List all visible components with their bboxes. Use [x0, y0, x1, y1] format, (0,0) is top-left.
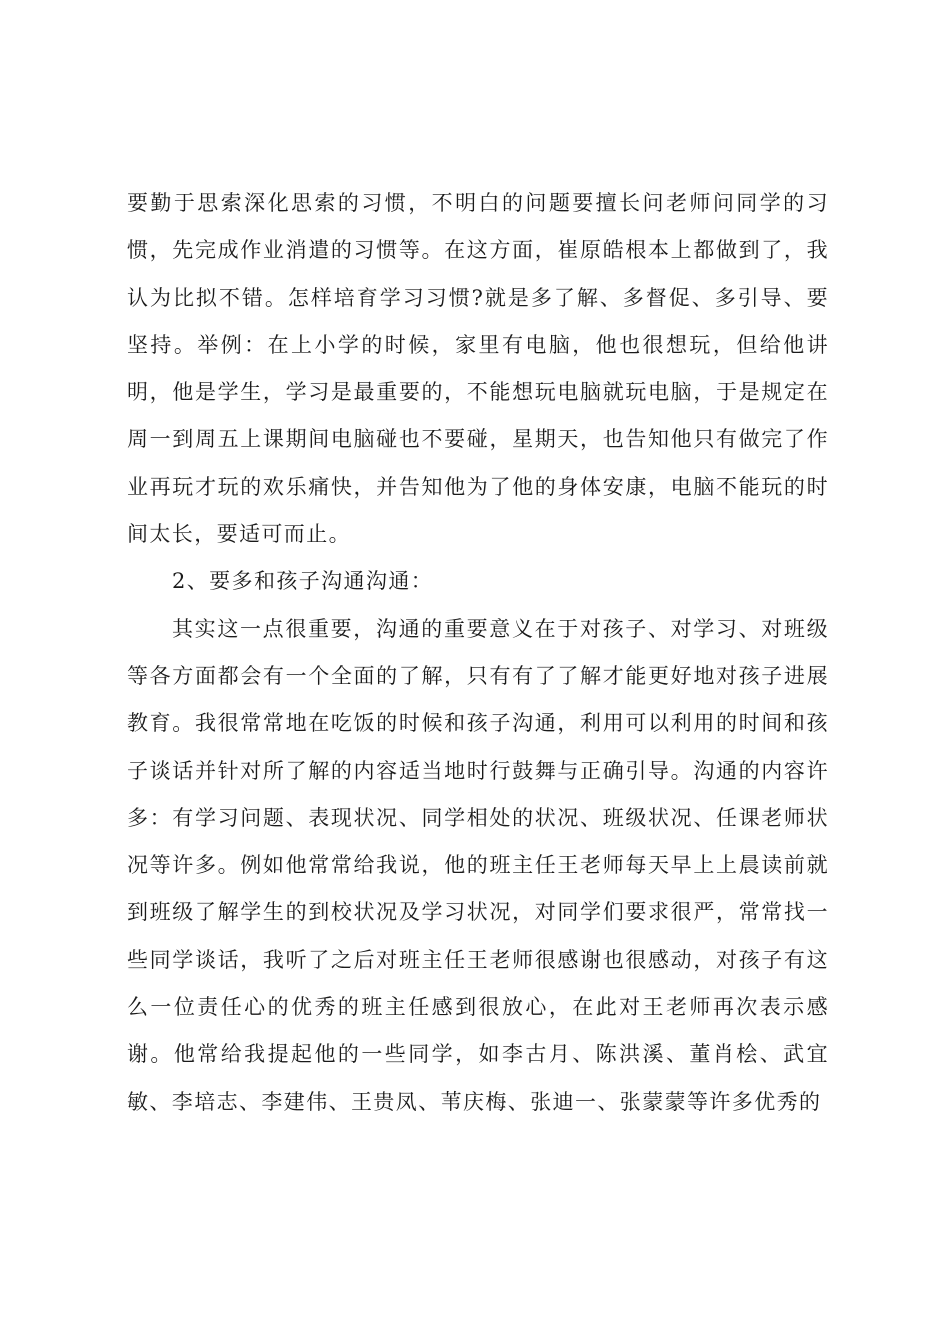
section-heading-communication: 2、要多和孩子沟通沟通：: [172, 569, 434, 594]
document-body: [127, 180, 829, 1126]
paragraph-communication: 其实这一点很重要，沟通的重要意义在于对孩子、对学习、对班级等各方面都会有一个全面的了解，只有有了了解才能更好地对孩子进展教育。我很常常地在吃饭的时候和孩子沟通，利用可以利用的时间和孩子谈话并针对所了解的内容适当地时行鼓舞与正确引导。沟通的内容许多：有学习问题、表现状况、同学相处的状况、班级状况、任课老师状况等许多。例如他常常给我说，他的班主任王老师每天早上上晨读前就到班级了解学生的到校状况及学习状况，对同学们要求很严，常常找一些同学谈话，我听了之后对班主任王老师很感谢也很感动，对孩子有这么一位责任心的优秀的班主任感到很放心，在此对王老师再次表示感谢。他常给我提起他的一些同学，如李古月、陈洪溪、董肖桧、武宜敏、李培志、李建伟、王贵凤、苇庆梅、张迪一、张蒙蒙等许多优秀的: [127, 616, 829, 1114]
paragraph-habits: 要勤于思索深化思索的习惯，不明白的问题要擅长问老师问同学的习惯，先完成作业消遣的习惯等。在这方面，崔原皓根本上都做到了，我认为比拟不错。怎样培育学习习惯?就是多了解、多督促、多引导、要坚持。举例：在上小学的时候，家里有电脑，他也很想玩，但给他讲明，他是学生，学习是最重要的，不能想玩电脑就玩电脑，于是规定在周一到周五上课期间电脑碰也不要碰，星期天，也告知他只有做完了作业再玩才玩的欢乐痛快，并告知他为了他的身体安康，电脑不能玩的时间太长，要适可而止。: [127, 191, 829, 547]
